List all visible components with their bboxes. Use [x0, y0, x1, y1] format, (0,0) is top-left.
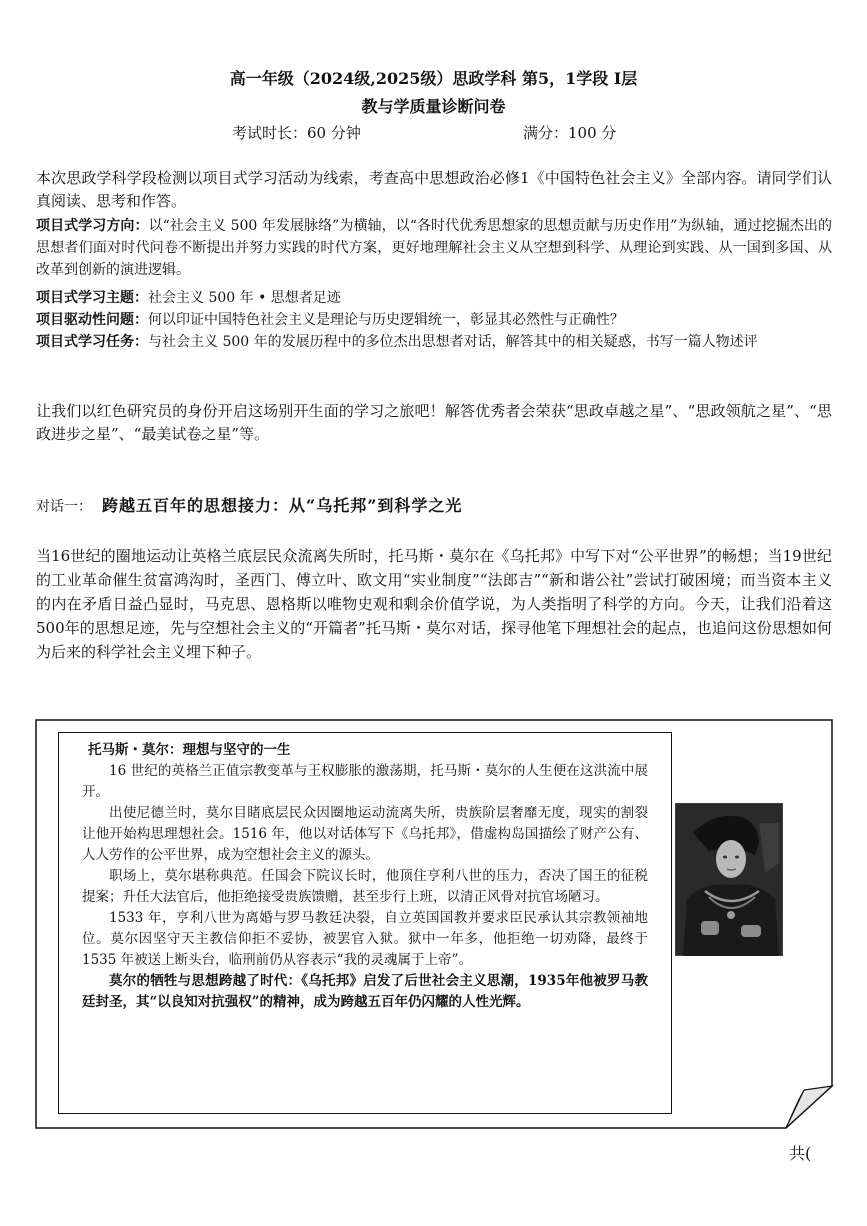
project-task [36, 331, 832, 353]
intro-paragraph: 本次思政学科学段检测以项目式学习活动为线索，考查高中思想政治必修1《中国特色社会主义》全部内容。请同学们认真阅读、思考和作答。 [36, 169, 832, 210]
exam-subtitle: 教与学质量诊断问卷 [361, 97, 506, 116]
biography-title: 托马斯・莫尔：理想与坚守的一生 [88, 742, 291, 758]
project-direction [36, 215, 832, 281]
page-count: 共( [789, 1144, 812, 1163]
project-theme-label: 项目式学习主题： [36, 290, 148, 306]
biography-paragraph-1: 16 世纪的英格兰正值宗教变革与王权膨胀的激荡期，托马斯・莫尔的人生便在这洪流中展开。 [82, 763, 648, 800]
project-task-label: 项目式学习任务： [36, 334, 148, 350]
project-task-text: 与社会主义 500 年的发展历程中的多位杰出思想者对话，解答其中的相关疑惑，书写一篇人物述评 [148, 334, 758, 350]
project-theme-text: 社会主义 500 年 • 思想者足迹 [148, 290, 341, 306]
biography-paragraph-2: 出使尼德兰时，莫尔目睹底层民众因圈地运动流离失所，贵族阶层奢靡无度，现实的割裂让他开始构思理想社会。1516 年，他以对话体写下《乌托邦》，借虚构岛国描绘了财产公有、人人劳作的公平世界，成为空想社会主义的源头。 [82, 805, 648, 863]
biography-summary: 莫尔的牺牲与思想跨越了时代：《乌托邦》启发了后世社会主义思潮，1935年他被罗马教廷封圣，其“以良知对抗强权”的精神，成为跨越五百年仍闪耀的人性光辉。 [82, 973, 648, 1010]
project-question-text: 何以印证中国特色社会主义是理论与历史逻辑统一，彰显其必然性与正确性？ [148, 312, 624, 328]
exam-duration: 考试时长：60 分钟 [232, 124, 361, 142]
dialogue-label: 对话一： [36, 499, 92, 515]
project-direction-label: 项目式学习方向： [36, 218, 149, 234]
thomas-more-portrait-image [675, 803, 783, 956]
project-question [36, 309, 832, 331]
project-question-label: 项目驱动性问题： [36, 312, 148, 328]
story-paragraph: 当16世纪的圈地运动让英格兰底层民众流离失所时，托马斯・莫尔在《乌托邦》中写下对“公平世界”的畅想；当19世纪的工业革命催生贫富鸿沟时，圣西门、傅立叶、欧文用“实业制度”“法郎吉”“新和谐公社”尝试打破困境；而当资本主义的内在矛盾日益凸显时，马克思、恩格斯以唯物史观和剩余价值学说，为人类指明了科学的方向。今天，让我们沿着这500年的思想足迹，先与空想社会主义的“开篇者”托马斯・莫尔对话，探寻他笔下理想社会的起点，也追问这份思想如何为后来的科学社会主义埋下种子。 [36, 547, 832, 661]
biography-paragraph-4: 1533 年，亨利八世为离婚与罗马教廷决裂，自立英国国教并要求臣民承认其宗教领袖地位。莫尔因坚守天主教信仰拒不妥协，被罢官入狱。狱中一年多，他拒绝一切劝降，最终于1535 年被送上断头台，临刑前仍从容表示“我的灵魂属于上帝”。 [82, 910, 648, 968]
project-theme [36, 287, 832, 309]
dialogue-heading [36, 493, 462, 516]
exam-title: 高一年级（2024级,2025级）思政学科 第5，1学段 I层 [229, 69, 638, 88]
invite-paragraph: 让我们以红色研究员的身份开启这场别开生面的学习之旅吧！解答优秀者会荣获“思政卓越之星”、“思政领航之星”、“思政进步之星”、“最美试卷之星”等。 [36, 402, 832, 443]
dialogue-title: 跨越五百年的思想接力：从“乌托邦”到科学之光 [102, 496, 463, 515]
full-score: 满分：100 分 [523, 124, 617, 142]
project-direction-text: 以“社会主义 500 年发展脉络”为横轴，以“各时代优秀思想家的思想贡献与历史作用”为纵轴，通过挖掘杰出的思想者们面对时代问卷不断提出并努力实践的时代方案，更好地理解社会主义从空想到科学、从理论到实践、从一国到多国、从改革到创新的演进逻辑。 [36, 218, 833, 278]
biography-paragraph-3: 职场上，莫尔堪称典范。任国会下院议长时，他顶住亨利八世的压力，否决了国王的征税提案；升任大法官后，他拒绝接受贵族馈赠，甚至步行上班，以清正风骨对抗官场陋习。 [82, 868, 648, 905]
biography-content [82, 740, 648, 1013]
